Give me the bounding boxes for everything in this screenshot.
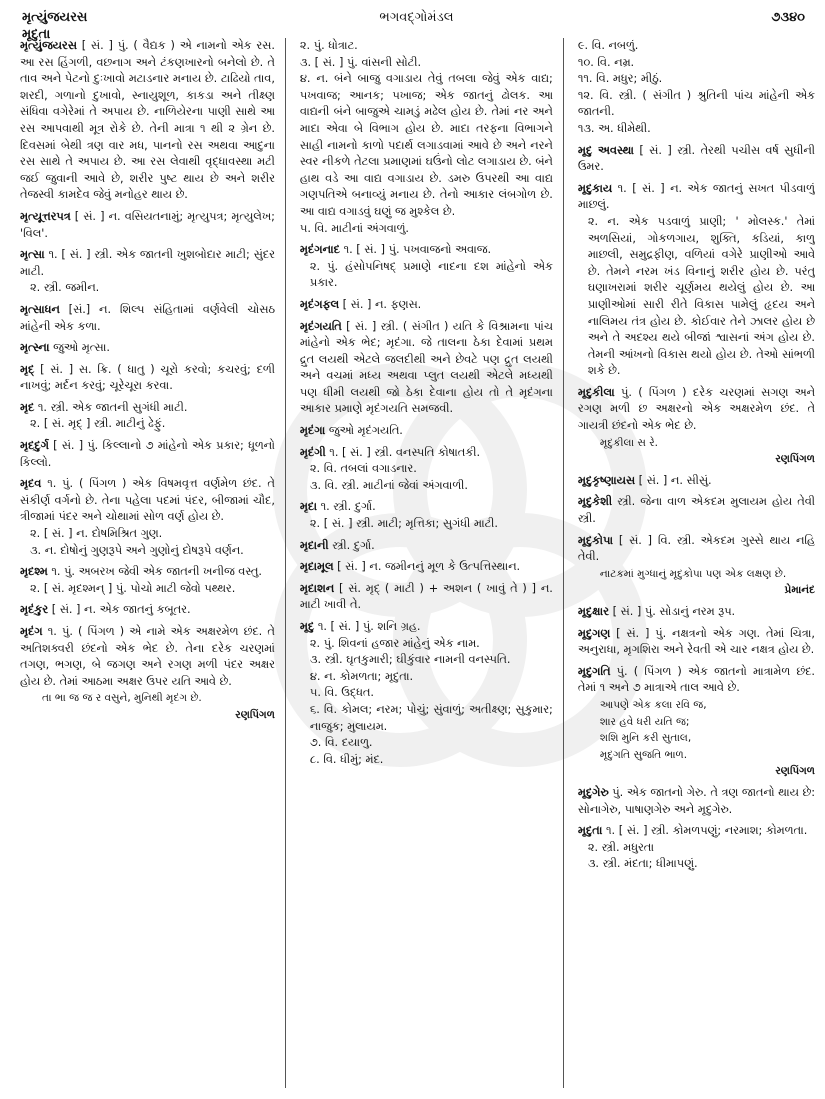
sense-line: ૨. વિ. તબલાં વગાડનાર.: [309, 462, 417, 476]
entry-line: [20, 564, 275, 581]
entry-line: [578, 533, 815, 566]
definition: પું. એક જાતનો ગેરુ. તે ત્રણ જાતનો થાય છે: સોનાગેરુ, પાષાણગેરુ અને મૃદુગેરુ.: [577, 785, 815, 816]
sense-line: ૩. [ સં. ] પું. વાંસની સોટી.: [299, 55, 422, 69]
quote-attribution: રણપિંગળ: [235, 708, 275, 721]
sense-line: ૪. ન. કોમળતા; મૃદુતા.: [309, 669, 414, 683]
entry-line: [20, 362, 275, 395]
headword: મૃદાની: [299, 538, 329, 552]
quote-line: આપણે એક કલા રવિ જ,: [599, 698, 707, 711]
sense-line: ૧૨. વિ. સ્ત્રી. ( સંગીત ) શ્રુતિની પાંચ માંહેની એક જાતની.: [577, 88, 815, 119]
definition: [ સં. ] સ. ક્રિ. ( ધાતુ ) ચૂરો કરવો; કચરવું; દળી નાખવું; મર્દન કરવું; ચૂરેચૂરા કરવા.: [20, 362, 275, 393]
dictionary-entry: [578, 664, 815, 780]
dictionary-entry: [300, 242, 553, 292]
headword: મૃત્સ્ના: [20, 341, 50, 355]
headword: મૃદુકેશી: [577, 495, 613, 509]
headword: મૃદુકૃષ્ણાયસ: [577, 473, 635, 487]
entry-line: [300, 619, 553, 636]
entry-line: [20, 624, 275, 690]
column-1: [20, 38, 286, 1088]
sense-line: ૨. ન. એક પડવાળું પ્રાણી; ' મોલસ્ક.' તેમાં અળસિયાં, ગોકળગાય, શુક્તિ, કડિયાં, કાળુ માછલી, સમુદ્રફીણ, વળિયાં વગેરે પ્રાણીઓ આવે છે. તેમને નરમ ખંડ વિનાનું શરીર હોય છે. પરંતુ ઘણાખરામાં શરીર ચૂર્ણમય થયેલું હોય છે. આ પ્રાણીઓમાં સારી રીતે વિકાસ પામેલું હૃદય અને નાલિમય તંત્ર હોય છે. કોઈવાર તેને ઝાલર હોય છે અને તે અદશ્ય થયે બીજાં શ્વાસનાં અંગ હોય છે. તેમની આંખનો વિકાસ થયો હોય છે. તેઓ સાંભળી શકે છે.: [587, 214, 815, 378]
definition: ૧. [ સં. ] ન. એક જાતનું સખત પીડવાળું માછલું.: [577, 181, 815, 212]
definition: ૧. [ સં. ] સ્ત્રી. વનસ્પતિ કોષાતકી.: [329, 445, 481, 459]
dictionary-entry: [20, 247, 275, 297]
dictionary-entry: [20, 564, 275, 597]
entry-line: [300, 581, 553, 614]
sense-line: ૩. ન. દોષોનું ગુણરૂપે અને ગુણોનું દોષરૂપે વર્ણન.: [30, 543, 244, 557]
sense-line: ૪. ન. બંને બાજુ વગાડાય તેવું તબલા જેવું એક વાદ્ય; પખવાજ; આનક; પખાજ; એક જાતનું ઢોલક. આ વાદ્યની બંને બાજુએ ચામડું મઢેલ હોય છે. તેમાં નર અને માદા એવા બે વિભાગ હોય છે. માદા તરફના વિભાગને સાહી નામનો કાળો પદાર્થ લગાડવામાં આવે છે અને નરને સ્વર નીકળે તેટલા પ્રમાણમાં ઘઉંનો લોટ લગાડાય છે. બંને હાથ વડે આ વાદ્ય વગાડાય છે. ડમરુ ઉપરથી આ વાદ્ય ગણપતિએ બનાવ્યું મનાય છે. તેનો આકાર લંબગોળ છે. આ વાદ્ય વગાડવું ઘણું જ મુશ્કેલ છે.: [299, 72, 553, 218]
column-3: [564, 38, 815, 1088]
definition: ૧. પું. ( પિંગળ ) એક વિષમવૃત્ત વર્ણમેળ છંદ. તે સંકીર્ણ વર્ગનો છે. તેના પહેલા પદમાં પંદર, બીજામાં ચૌદ, ત્રીજામાં પંદર અને ચોથામાં સોળ વર્ણ હોય છે.: [20, 477, 275, 524]
headword: મૃદુગેરુ: [577, 785, 609, 799]
dictionary-entry: [578, 494, 815, 527]
dictionary-entry: [300, 499, 553, 532]
definition: જુઓ મૃદંગયતિ.: [328, 424, 403, 438]
quote-line: મૃદુકીલા સ રે.: [599, 436, 659, 449]
definition: [ સં. ] ન. જમીનનું મૂળ કે ઉત્પત્તિસ્થાન.: [337, 560, 521, 574]
definition: ૧. સ્ત્રી. દુર્ગા.: [320, 500, 376, 514]
headword: મૃદશ્મ: [20, 565, 48, 579]
sense-line: ૧૩. અ. ધીમેથી.: [577, 121, 651, 135]
dictionary-entry: [578, 823, 815, 873]
headword: મૃત્સાધન: [20, 302, 60, 316]
headword: મૃદ: [20, 400, 35, 414]
entry-line: [578, 785, 815, 818]
sense-line: ૨. [ સં. ] સ્ત્રી. માટી; મૃત્તિકા; સુગંધી માટી.: [309, 517, 498, 531]
sense-line: ૩. સ્ત્રી. ઘૃતકુમારી; ઘીકુંવાર નામની વનસ્પતિ.: [309, 653, 511, 667]
quote-line: તા ભા જ જ ર વસુને, મુનિથી મૃદંગ છે.: [42, 692, 202, 705]
dictionary-entry: [20, 302, 275, 335]
definition: સ્ત્રી. જેના વાળ એકદમ મુલાયમ હોય તેવી સ્ત્રી.: [577, 495, 815, 526]
sense-line: ૫. વિ. ઉદ્ધત.: [309, 686, 375, 700]
entry-line: [300, 538, 553, 555]
entry-line: [300, 499, 553, 516]
headword: મૃત્યૂત્તરપત્ર: [20, 209, 71, 223]
book-title: ભગવદ્ગોમંડલ: [379, 10, 454, 25]
sense-line: ૬. વિ. કોમલ; નરમ; પોચું; સુંવાળું; અતીક્ષ્ણ; સુકુમાર; નાજુક; મુલાયમ.: [309, 702, 553, 733]
headword: મૃત્સા: [20, 248, 45, 262]
headword: મૃદંકુર: [20, 603, 49, 617]
entry-line: [300, 559, 553, 576]
guide-word-end: મૃદુતા: [22, 27, 51, 42]
headword: મૃદુગતિ: [577, 664, 611, 678]
dictionary-entry: [578, 785, 815, 818]
headword: મૃદંગનાદ: [299, 243, 340, 257]
sense-line: ૫. વિ. માટીનાં અંગવાળું.: [299, 221, 409, 235]
definition: [ સં. મૃદ્ ( માટી ) + અશન ( ખાવું તે ) ] ન. માટી ખાવી તે.: [299, 581, 553, 612]
headword: મૃદંગી: [299, 445, 326, 459]
headword: મૃદવ: [20, 477, 42, 491]
entry-line: [578, 664, 815, 697]
headword: મૃત્યુંજયરસ: [20, 39, 77, 52]
dictionary-columns: [20, 38, 815, 1088]
entry-line: [20, 400, 275, 417]
entry-line: [20, 340, 275, 357]
sense-line: ૨. સ્ત્રી. જમીન.: [30, 281, 100, 295]
headword: મૃદુ: [299, 620, 315, 633]
entry-line: [578, 181, 815, 214]
dictionary-entry: [20, 209, 275, 242]
headword: મૃદા: [299, 500, 317, 514]
definition: [ સં. ] સ્ત્રી. તેરથી પચીસ વર્ષ સુધીની ઉમર.: [577, 143, 815, 174]
headword: મૃદદુર્ગ: [20, 439, 49, 453]
quote-line: શશિ મુનિ કરી સુતાલ,: [599, 732, 692, 745]
dictionary-entry: [578, 533, 815, 599]
entry-line: [20, 247, 275, 280]
entry-line: [578, 604, 815, 621]
headword: મૃદંગયતિ: [299, 319, 342, 333]
definition: [ સં. ] ન. એક જાતનું કબૂતર.: [51, 603, 191, 617]
sense-line: ૨. સ્ત્રી. મધુરતા: [587, 840, 655, 854]
definition: [ સં. ] પું. નક્ષત્રનો એક ગણ. તેમાં ચિત્રા, અનુરાધા, મૃગશિરા અને રેવતી એ ચાર નક્ષત્ર હોય છે.: [577, 626, 815, 657]
entry-line: [578, 385, 815, 435]
dictionary-entry: [578, 604, 815, 621]
dictionary-entry: [578, 181, 815, 380]
dictionary-entry: [578, 626, 815, 659]
sense-line: ૨. [ સં. મૃદશ્મન્ ] પું. પોચો માટી જેવો પથ્થર.: [30, 581, 236, 595]
definition: [ સં. ] ન. ફણસ.: [342, 297, 422, 311]
headword: મૃદુકોપા: [577, 533, 614, 547]
headword: મૃદંગફલ: [299, 297, 340, 311]
entry-line: [578, 626, 815, 659]
entry-line: [300, 319, 553, 419]
dictionary-entry: [20, 602, 275, 619]
guide-word-start: મૃત્યુંજયરસ: [22, 10, 88, 25]
definition: [ સં. ] સ્ત્રી. ( સંગીત ) યતિ કે વિશ્રામના પાંચ માંહેનો એક ભેદ; મૃદંગા. જે તાલના ઠેકા દેવામાં પ્રથમ દ્રુત લયથી એટલે જલદીથી અને છેવટે પણ દ્રુત લયથી અને વચમાં મધ્ય અથવા પ્લુત લયથી એટલે મધ્યથી પણ ધીમી લયથી જો ઠેકા દેવાના હોય તો તે મૃદંગના આકાર પ્રમાણે મૃદંગયતિ સમજવી.: [299, 319, 553, 416]
definition: [સં.] ન. શિલ્પ સંહિતામાં વર્ણવેલી ચોસઠ માંહેની એક કળા.: [20, 302, 275, 333]
dictionary-entry: [300, 559, 553, 576]
entry-line: [300, 423, 553, 440]
headword: મૃદુગણ: [577, 626, 611, 640]
headword: મૃદુકાય: [577, 181, 613, 195]
headword: મૃદુક્ષાર: [577, 605, 609, 618]
dictionary-entry: [300, 319, 553, 419]
headword: મૃદુતા: [577, 824, 603, 838]
sense-line: ૨. પું. શિવનાં હજાર માંહેનું એક નામ.: [309, 636, 480, 650]
sense-line: ૨. [ સં. ] ન. દોષમિશ્રિત ગુણ.: [30, 527, 163, 541]
sense-line: ૧૦. વિ. નમ્ર.: [577, 55, 635, 69]
entry-line: [20, 476, 275, 526]
entry-line: [300, 445, 553, 462]
entry-line: [20, 209, 275, 242]
entry-line: [578, 494, 815, 527]
definition: [ સં. ] ન. વસિયતનામું; મૃત્યુપત્ર; મૃત્યુલેખ; 'વિલ'.: [20, 209, 275, 240]
dictionary-entry: [300, 445, 553, 495]
definition: ૧. પું. અબરખ જેવી એક જાતની ખનીજ વસ્તુ.: [51, 565, 262, 579]
column-2: [286, 38, 564, 1088]
headword: મૃદ્: [20, 362, 35, 376]
dictionary-entry: [20, 340, 275, 357]
dictionary-entry: [20, 476, 275, 559]
sense-line: ૧૧. વિ. મધુર; મીઠું.: [577, 72, 663, 86]
entry-line: [20, 602, 275, 619]
headword: મૃદુકીલા: [577, 385, 615, 399]
quote-attribution: પ્રેમાનંદ: [784, 584, 815, 597]
dictionary-entry: [20, 438, 275, 471]
dictionary-entry: [578, 143, 815, 176]
quote-attribution: રણપિંગળ: [775, 765, 815, 778]
headword: મૃદંગા: [299, 424, 326, 438]
headword: મૃદુ અવસ્થા: [577, 143, 634, 157]
sense-line: ૩. સ્ત્રી. મંદતા; ધીમાપણું.: [587, 857, 698, 871]
dictionary-entry: [300, 38, 553, 237]
definition: પું. ( પિંગળ ) દરેક ચરણમાં સગણ અને રગણ મળી છ અક્ષરનો એક અક્ષરમેળ છંદ. તે ગાયત્રી છંદનો એક ભેદ છે.: [577, 385, 815, 433]
dictionary-entry: [20, 624, 275, 724]
headword: મૃદાશન: [299, 581, 335, 595]
dictionary-entry: [300, 619, 553, 768]
entry-line: [20, 38, 275, 204]
sense-line: ૭. વિ. દયાળુ.: [309, 736, 373, 750]
definition: [ સં. ] વિ. સ્ત્રી. એકદમ ગુસ્સે થાય નહિ તેવી.: [577, 533, 815, 564]
definition: ૧. [ સં. ] સ્ત્રી. એક જાતની ખુશબોદાર માટી; સુંદર માટી.: [20, 248, 275, 278]
entry-line: [20, 438, 275, 471]
page-number: ૭૩૪૦: [771, 10, 805, 25]
headword: મૃદંગ: [20, 625, 43, 638]
definition: [ સં. ] ન. સીસું.: [638, 473, 712, 487]
quote-line: નાટકમાં મુગ્ધાનું મૃદુકોપા પણ એક લક્ષણ છે.: [599, 567, 787, 580]
definition: ૧. [ સં. ] પું. શનિ ગ્રહ.: [317, 620, 421, 633]
definition: [ સં. ] પું. ( વૈદ્યક ) એ નામનો એક રસ. આ રસ હિંગળી, વછનાગ અને ટંકણખારનો બનેલો છે. તે તાવ અને પેટનો દુઃખાવો મટાડનાર મનાય છે. ટાઢિયો તાવ, શરદી, ગળાનો દુખાવો, સ્નાયુશૂળ, કાકડા અને તીક્ષ્ણ સંધિવા વગેરેમાં તે અપાય છે. નાળિયેરના પાણી સાથે આ રસ આપવાથી મૂત્ર રોકે છે. તેની માત્રા ૧ થી ૨ ગ્રેન છે. દિવસમાં બેથી ત્રણ વાર મધ, પાનનો રસ અથવા આદુના રસ સાથે તે અપાય છે. આ રસ લેવાથી વૃદ્ધાવસ્થા મટી જઈ જુવાની આવે છે, શરીર પુષ્ટ થાય છે અને શરીર તેજસ્વી કામદેવ જેવું મનોહર થાય છે.: [20, 39, 275, 202]
entry-line: [578, 823, 815, 840]
definition: ૧. [ સં. ] પું. પખવાજનો અવાજ.: [343, 243, 492, 257]
entry-line: [578, 473, 815, 490]
entry-line: [300, 242, 553, 259]
dictionary-entry: [20, 362, 275, 395]
dictionary-entry: [300, 538, 553, 555]
dictionary-entry: [20, 400, 275, 433]
definition: પું. ( પિંગળ ) એક જાતનો માત્રામેળ છંદ. તેમાં ૧ અને ૭ માત્રાએ તાલ આવે છે.: [577, 664, 815, 695]
page-header: [22, 10, 811, 42]
sense-line: ૯. વિ. નબળું.: [577, 39, 639, 52]
dictionary-entry: [300, 423, 553, 440]
quote-line: મૃદુગતિ સુજતિ ભાળ.: [599, 748, 688, 761]
entry-line: [20, 302, 275, 335]
dictionary-entry: [300, 581, 553, 614]
dictionary-entry: [578, 38, 815, 138]
sense-line: ૮. વિ. ધીમું; મંદ.: [309, 752, 384, 766]
dictionary-entry: [578, 473, 815, 490]
definition: [ સં. ] પું. કિલ્લાનો ૭ માંહેનો એક પ્રકાર; ધૂળનો કિલ્લો.: [20, 439, 275, 469]
sense-line: ૨. [ સં. મૃદ્ ] સ્ત્રી. માટીનું ઢેફું.: [30, 417, 166, 431]
quote-attribution: રણપિંગળ: [775, 453, 815, 466]
definition: ૧. પું. ( પિંગળ ) એ નામે એક અક્ષરમેળ છંદ. તે અતિશક્વરી છંદનો એક ભેદ છે. તેના દરેક ચરણમાં તગણ, ભગણ, બે જગણ અને રગણ મળી પંદર અક્ષર હોય છે. તેમાં આઠમા અક્ષર ઉપર યતિ આવે છે.: [20, 625, 275, 688]
quote-line: શાર હવે ધરી યતિ જ;: [599, 715, 690, 728]
dictionary-entry: [578, 385, 815, 468]
definition: સ્ત્રી. દુર્ગા.: [332, 538, 375, 552]
definition: [ સં. ] પું. સોડાનું નરમ રૂપ.: [612, 605, 736, 618]
sense-line: ૨. પું. ધોત્રાટ.: [299, 39, 358, 52]
entry-line: [578, 143, 815, 176]
dictionary-entry: [300, 297, 553, 314]
dictionary-entry: [20, 38, 275, 204]
entry-line: [300, 297, 553, 314]
headword: મૃદામૂલ: [299, 560, 334, 574]
sense-line: ૨. પું. હંસોપનિષદ્ પ્રમાણે નાદના દશ માંહેનો એક પ્રકાર.: [309, 259, 553, 290]
definition: ૧. [ સં. ] સ્ત્રી. કોમળપણું; નરમાશ; કોમળતા.: [606, 824, 808, 838]
definition: જુઓ મૃત્સા.: [53, 341, 110, 355]
sense-line: ૩. વિ. સ્ત્રી. માટીનાં જેવાં અંગવાળી.: [309, 478, 468, 492]
definition: ૧. સ્ત્રી. એક જાતની સુગંધી માટી.: [37, 400, 188, 414]
